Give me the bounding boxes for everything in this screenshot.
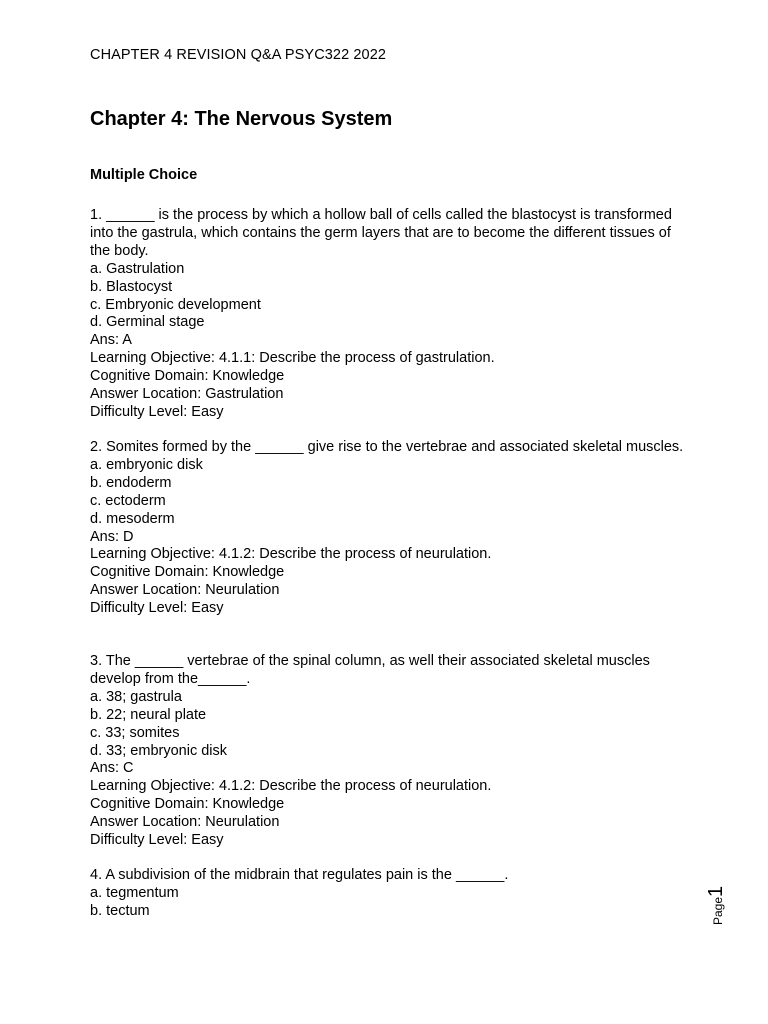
answer-option: a. Gastrulation	[90, 260, 185, 277]
cognitive-domain: Cognitive Domain: Knowledge	[90, 368, 285, 385]
answer-option: a. tegmentum	[90, 884, 179, 901]
difficulty-level: Difficulty Level: Easy	[90, 600, 224, 617]
answer-option: a. embryonic disk	[90, 456, 203, 473]
answer-key: Ans: D	[90, 528, 134, 545]
answer-option: b. Blastocyst	[90, 278, 173, 295]
question-stem: 2. Somites formed by the ______ give rise to the vertebrae and associated skeletal muscles.	[90, 439, 684, 455]
answer-option: d. 33; embryonic disk	[90, 742, 228, 759]
question-block	[90, 653, 690, 850]
difficulty-level: Difficulty Level: Easy	[90, 832, 224, 849]
question-stem: 4. A subdivision of the midbrain that regulates pain is the ______.	[90, 867, 509, 883]
chapter-title: Chapter 4: The Nervous System	[90, 108, 393, 130]
question-stem: 1. ______ is the process by which a hollow ball of cells called the blastocyst is transformed into the gastrula, which contains the germ layers that are to become the different tissues of the body.	[90, 207, 672, 259]
question-stem: 3. The ______ vertebrae of the spinal column, as well their associated skeletal muscles develop from the______.	[90, 653, 650, 687]
learning-objective: Learning Objective: 4.1.2: Describe the process of neurulation.	[90, 546, 492, 563]
answer-option: b. 22; neural plate	[90, 706, 207, 723]
page-number-value: 1	[705, 885, 727, 897]
page-label: Page	[711, 896, 725, 925]
answer-option: c. ectoderm	[90, 492, 166, 509]
answer-key: Ans: A	[90, 332, 132, 349]
cognitive-domain: Cognitive Domain: Knowledge	[90, 564, 285, 581]
answer-key: Ans: C	[90, 760, 134, 777]
question-block	[90, 439, 690, 618]
page-number	[705, 886, 728, 925]
answer-option: c. 33; somites	[90, 724, 180, 741]
answer-location: Answer Location: Gastrulation	[90, 386, 284, 403]
answer-option: b. tectum	[90, 902, 150, 919]
section-heading: Multiple Choice	[90, 167, 198, 183]
difficulty-level: Difficulty Level: Easy	[90, 403, 224, 420]
answer-location: Answer Location: Neurulation	[90, 814, 280, 831]
document-header: CHAPTER 4 REVISION Q&A PSYC322 2022	[90, 47, 387, 63]
answer-location: Answer Location: Neurulation	[90, 582, 280, 599]
answer-option: d. Germinal stage	[90, 314, 205, 331]
cognitive-domain: Cognitive Domain: Knowledge	[90, 796, 285, 813]
answer-option: b. endoderm	[90, 474, 172, 491]
answer-option: c. Embryonic development	[90, 296, 261, 313]
answer-option: a. 38; gastrula	[90, 688, 182, 705]
question-block	[90, 207, 690, 422]
learning-objective: Learning Objective: 4.1.1: Describe the process of gastrulation.	[90, 350, 495, 367]
question-block	[90, 867, 690, 921]
learning-objective: Learning Objective: 4.1.2: Describe the process of neurulation.	[90, 778, 492, 795]
answer-option: d. mesoderm	[90, 510, 175, 527]
